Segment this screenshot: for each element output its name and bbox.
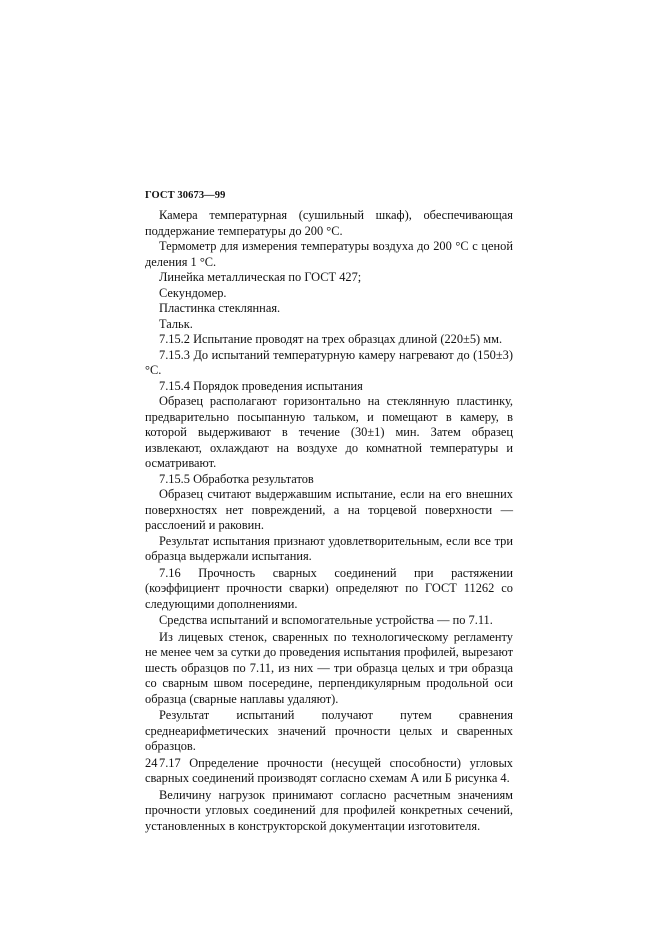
paragraph: 7.15.3 До испытаний температурную камеру нагревают до (150±3) °С. <box>145 347 513 377</box>
body-text <box>145 208 513 834</box>
page-number: 24 <box>145 756 158 770</box>
paragraph: Результат испытания признают удовлетворительным, если все три образца выдержали испытания. <box>145 533 513 563</box>
paragraph: Результат испытаний получают путем сравнения среднеарифметических значений прочности целых и сваренных образцов. <box>145 708 513 753</box>
paragraph: Секундомер. <box>159 285 227 300</box>
paragraph: Образец считают выдержавшим испытание, если на его внешних поверхностях нет повреждений, а на торцевой поверхности — расслоений и раковин. <box>145 487 513 532</box>
paragraph: Пластинка стеклянная. <box>159 301 281 315</box>
section-heading: 7.15.4 Порядок проведения испытания <box>159 378 363 393</box>
paragraph: Камера температурная (сушильный шкаф), обеспечивающая поддержание температуры до 200 °С. <box>145 208 513 238</box>
section-heading: 7.15.5 Обработка результатов <box>159 471 314 486</box>
paragraph: Линейка металлическая по ГОСТ 427; <box>159 270 362 284</box>
paragraph: 7.16 Прочность сварных соединений при растяжении (коэффициент прочности сварки) определяют по ГОСТ 11262 со следующими дополнениями. <box>145 565 513 611</box>
document-header: ГОСТ 30673—99 <box>145 190 226 201</box>
paragraph: 7.15.2 Испытание проводят на трех образцах длиной (220±5) мм. <box>159 332 503 346</box>
paragraph: Термометр для измерения температуры воздуха до 200 °С с ценой деления 1 °С. <box>145 239 513 269</box>
paragraph: Из лицевых стенок, сваренных по технологическому регламенту не менее чем за сутки до проведения испытания профилей, вырезают шесть образцов по 7.11, из них — три образца целых и три образца со сварным швом посередине, перпендикулярным продольной оси образца (сварные наплавы удаляют). <box>145 629 513 706</box>
paragraph: Тальк. <box>159 316 193 331</box>
paragraph: Образец располагают горизонтально на стеклянную пластинку, предварительно посыпанную тальком, и помещают в камеру, в которой выдерживают в течение (30±1) мин. Затем образец извлекают, охлаждают на воздухе до комнатной температуры и осматривают. <box>145 394 513 470</box>
paragraph: Средства испытаний и вспомогательные устройства — по 7.11. <box>159 613 493 627</box>
paragraph: 7.17 Определение прочности (несущей способности) угловых сварных соединений производят согласно схемам А или Б рисунка 4. <box>145 755 513 785</box>
paragraph: Величину нагрузок принимают согласно расчетным значениям прочности угловых соединений для профилей конкретных сечений, установленных в конструкторской документации изготовителя. <box>145 787 513 833</box>
